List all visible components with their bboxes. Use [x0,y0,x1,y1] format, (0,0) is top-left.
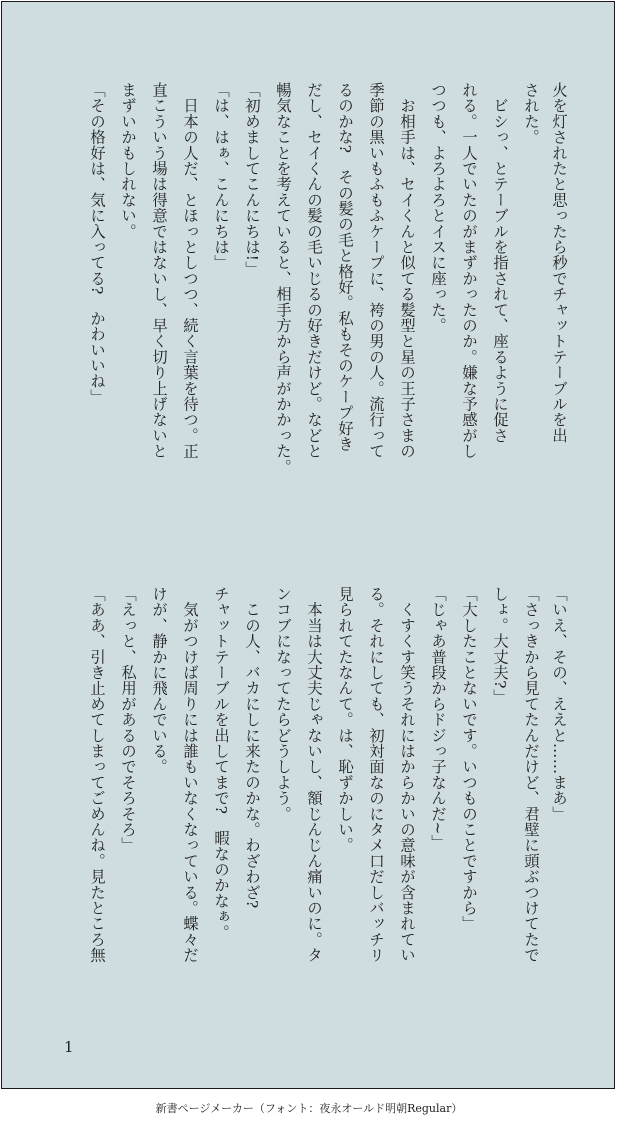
text-line: 季節の黒いもふもふケープに、袴の男の人。流行って [367,82,385,459]
text-line: まずいかもしれない。 [119,82,137,239]
text-line: 「初めましてこんにちは!」 [243,82,261,277]
text-line: 「ああ、引き止めてしまってごめんね。見たところ無 [88,586,106,963]
book-page [1,1,615,1089]
text-line: お相手は、セイくんと似てる髪型と星の王子さまの [398,82,416,459]
text-line: 「その格好は、気に入ってる? かわいいね」 [88,82,106,405]
text-line: ビシっ、とテーブルを指されて、座るように促さ [491,82,509,444]
text-line: 「えっと、私用があるのでそろそろ」 [119,586,137,853]
text-line: された。 [522,82,540,145]
text-line: 日本の人だ、とほっとしつつ、続く言葉を待つ。正 [181,82,199,459]
text-line: けが、静かに飛んでいる。 [150,586,168,775]
page-number: 1 [64,1038,74,1056]
text-line: るのかな? その髪の毛と格好。私もそのケープ好き [336,82,354,452]
text-line: 「いえ、その、ええと……まあ」 [550,586,568,822]
text-line: れる。一人でいたのがまずかったのか。嫌な予感がし [460,82,478,459]
text-line: 本当は大丈夫じゃないし、額じんじん痛いのに。タ [305,586,323,963]
text-line: つつも、よろよろとイスに座った。 [429,82,447,334]
text-line: くすくす笑うそれにはからかいの意味が含まれてい [398,586,416,963]
text-line: 気がつけば周りには誰もいなくなっている。蝶々だ [181,586,199,963]
bottom-text-block [66,586,566,1056]
text-line: 「大したことないです。いつものことですから」 [460,586,478,932]
text-line: 「さっきから見てたんだけど、君壁に頭ぶつけてたで [522,586,540,963]
text-line: だし、セイくんの髪の毛いじるの好きだけど。などと [305,82,323,459]
text-line: しょ。大丈夫?」 [491,586,509,705]
top-text-block [66,82,566,552]
text-line: ンコブになってたらどうしよう。 [274,586,292,822]
text-line: 火を灯されたと思ったら秒でチャットテーブルを出 [550,82,568,444]
text-line: 暢気なことを考えていると、相手方から声がかかった。 [274,82,292,475]
text-line: る。それにしても、初対面なのにタメ口だしバッチリ [367,586,385,963]
text-line: 「は、はぁ、こんにちは」 [212,82,230,271]
text-line: 見られてたなんて。は、恥ずかしい。 [336,586,354,853]
text-line: 直こういう場は得意ではないし、早く切り上げないと [150,82,168,459]
footer-credit: 新書ページメーカー（フォント：夜永オールド明朝Regular） [155,1102,463,1115]
text-line: チャットテーブルを出してまで? 暇なのかなぁ。 [212,586,230,941]
text-line: この人、バカにしに来たのかな。わざわざ? [243,586,261,909]
text-line: 「じゃあ普段からドジっ子なんだ~」 [429,586,447,851]
